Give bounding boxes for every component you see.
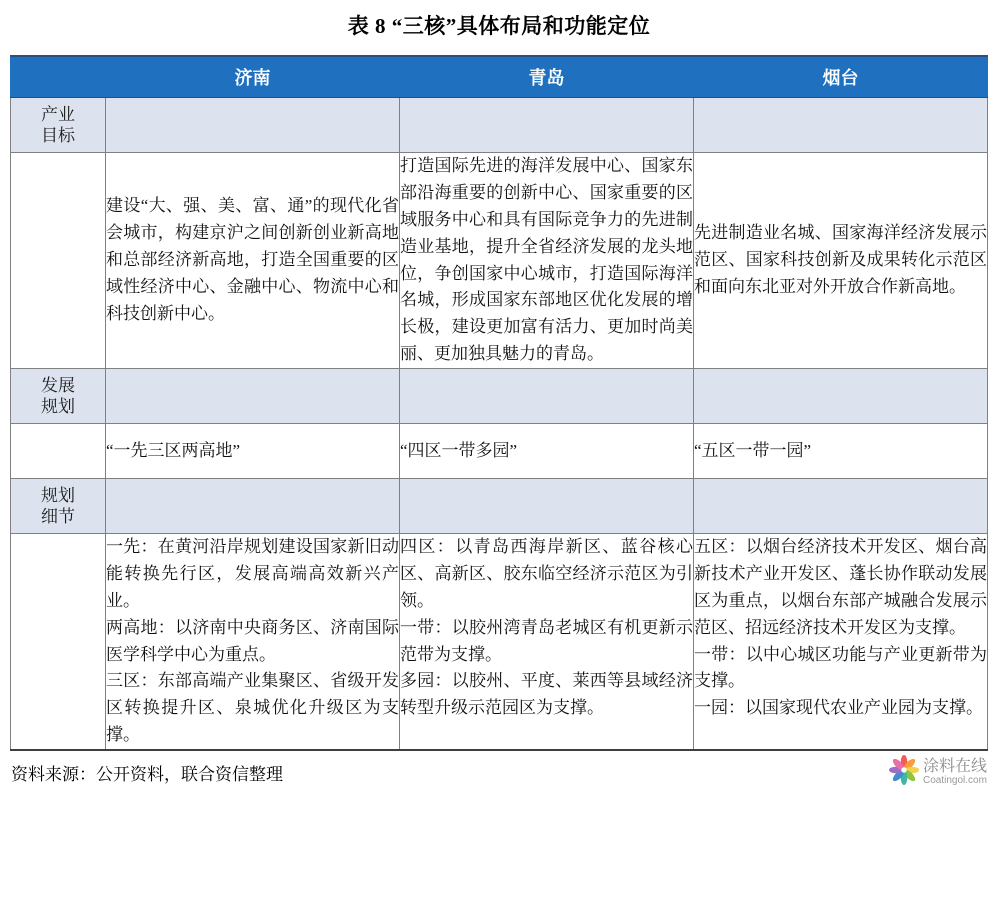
cell-paragraph: 一带：以中心城区功能与产业更新带为支撑。 — [694, 644, 987, 691]
section-band-cell-qingdao — [400, 369, 694, 424]
section-label-line1: 产业 — [41, 104, 75, 124]
row-label-empty — [11, 534, 106, 750]
footer — [11, 751, 987, 797]
section-label-plan-details — [11, 479, 106, 534]
cell-paragraph: 五区：以烟台经济技术开发区、烟台高新技术产业开发区、蓬长协作联动发展区为重点，以烟台东部产城融合发展示范区、招远经济技术开发区为支撑。 — [694, 537, 987, 637]
cell-paragraph: 一园：以国家现代农业产业园为支撑。 — [694, 698, 983, 718]
section-band-industry-goal — [11, 98, 988, 153]
section-band-plan-details — [11, 479, 988, 534]
cell-development-plan-qingdao: “四区一带多园” — [400, 424, 694, 479]
column-header-yantai: 烟台 — [694, 56, 988, 98]
watermark-text — [923, 759, 987, 786]
cell-development-plan-jinan: “一先三区两高地” — [106, 424, 400, 479]
layout-table — [10, 55, 988, 751]
cell-industry-goal-qingdao: 打造国际先进的海洋发展中心、国家东部沿海重要的创新中心、国家重要的区域服务中心和具有国际竞争力的先进制造业基地，提升全省经济发展的龙头地位，争创国家中心城市，打造国际海洋名城，形成国家东部地区优化发展的增长极，建设更加富有活力、更加时尚美丽、更加独具魅力的青岛。 — [400, 153, 694, 369]
cell-paragraph: 多园：以胶州、平度、莱西等县域经济转型升级示范园区为支撑。 — [400, 671, 693, 718]
section-label-line2: 目标 — [41, 126, 75, 146]
section-band-development-plan — [11, 369, 988, 424]
cell-development-plan-yantai: “五区一带一园” — [694, 424, 988, 479]
cell-paragraph: 一先：在黄河沿岸规划建设国家新旧动能转换先行区，发展高端高效新兴产业。 — [106, 537, 399, 610]
cell-plan-details-qingdao — [400, 534, 694, 750]
section-band-cell-jinan — [106, 479, 400, 534]
pinwheel-logo-icon — [889, 755, 919, 790]
source-note: 资料来源：公开资料，联合资信整理 — [11, 764, 283, 784]
section-label-line2: 规划 — [41, 397, 75, 417]
section-label-line1: 发展 — [41, 375, 75, 395]
cell-plan-details-jinan — [106, 534, 400, 750]
cell-paragraph: 一带：以胶州湾青岛老城区有机更新示范带为支撑。 — [400, 617, 693, 664]
cell-industry-goal-yantai: 先进制造业名城、国家海洋经济发展示范区、国家科技创新及成果转化示范区和面向东北亚对外开放合作新高地。 — [694, 153, 988, 369]
section-band-cell-yantai — [694, 369, 988, 424]
section-label-development-plan — [11, 369, 106, 424]
section-band-cell-qingdao — [400, 479, 694, 534]
cell-paragraph: 三区：东部高端产业集聚区、省级开发区转换提升区、泉城优化升级区为支撑。 — [106, 671, 399, 745]
row-label-empty — [11, 424, 106, 479]
column-header-label — [11, 56, 106, 98]
page-title: 表 8 “三核”具体布局和功能定位 — [347, 14, 651, 38]
section-band-cell-yantai — [694, 479, 988, 534]
column-header-jinan: 济南 — [106, 56, 400, 98]
section-band-cell-qingdao — [400, 98, 694, 153]
section-band-cell-yantai — [694, 98, 988, 153]
section-label-industry-goal — [11, 98, 106, 153]
cell-industry-goal-jinan: 建设“大、强、美、富、通”的现代化省会城市，构建京沪之间创新创业新高地和总部经济新高地，打造全国重要的区域性经济中心、金融中心、物流中心和科技创新中心。 — [106, 153, 400, 369]
section-band-cell-jinan — [106, 369, 400, 424]
table-header-row — [11, 56, 988, 98]
section-band-cell-jinan — [106, 98, 400, 153]
watermark-cn: 涂料在线 — [922, 757, 987, 775]
table-row — [11, 424, 988, 479]
cell-paragraph: 两高地：以济南中央商务区、济南国际医学科学中心为重点。 — [106, 617, 399, 664]
section-label-line2: 细节 — [41, 507, 75, 527]
row-label-empty — [11, 153, 106, 369]
table-row — [11, 534, 988, 750]
watermark — [889, 755, 987, 790]
watermark-en: Coatingol.com — [922, 774, 987, 786]
cell-paragraph: 四区：以青岛西海岸新区、蓝谷核心区、高新区、胶东临空经济示范区为引领。 — [400, 537, 693, 610]
table-row — [11, 153, 988, 369]
section-label-line1: 规划 — [41, 485, 75, 505]
column-header-qingdao: 青岛 — [400, 56, 694, 98]
cell-plan-details-yantai — [694, 534, 988, 750]
